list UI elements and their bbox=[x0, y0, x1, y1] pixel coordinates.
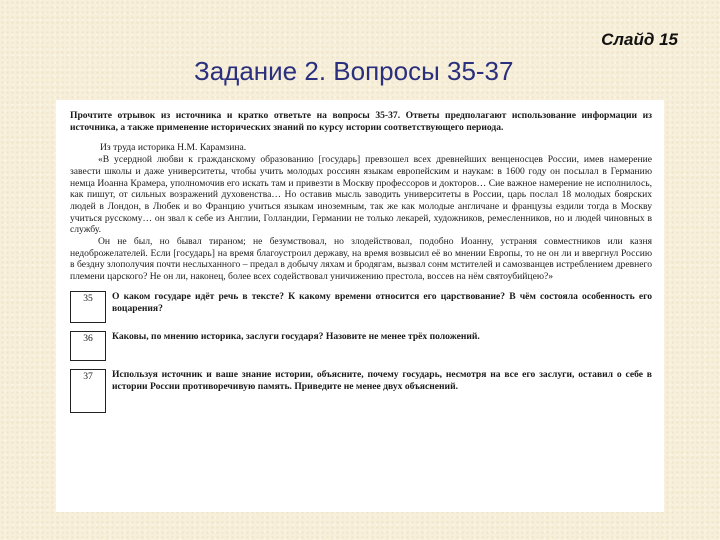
question-number-box: 37 bbox=[70, 369, 106, 413]
question-text: О каком государе идёт речь в тексте? К какому времени относится его царствование? В чём состояла особенность его воцарения? bbox=[112, 290, 652, 314]
question-37 bbox=[70, 369, 652, 413]
question-number-box: 35 bbox=[70, 291, 106, 323]
slide-title: Задание 2. Вопросы 35-37 bbox=[194, 56, 514, 86]
question-text: Используя источник и ваше знание истории, объясните, почему государь, несмотря на все его заслуги, оставил о себе в истории России противоречивую память. Приведите не менее двух объяснений. bbox=[112, 368, 652, 392]
source-paragraph-2: Он не был, но бывал тираном; не безумствовал, но злодействовал, подобно Иоанну, устраняя совместников или казня недоброжелателей. Если [государь] на время благоустроил державу, на время возвысил её во мнении Европы, то не он ли и ввергнул Россию в бездну злополучия почти неслыханного – предал в добычу ляхам и бродягам, вызвал сонм мстителей и самозванцев истреблением древнего племени царского? Не он ли, наконец, более всех содействовал уничижению престола, воссев на нём святоубийцею?» bbox=[70, 236, 652, 283]
source-author: Из труда историка Н.М. Карамзина. bbox=[100, 142, 247, 154]
task-document bbox=[56, 100, 664, 512]
task-instruction: Прочтите отрывок из источника и кратко ответьте на вопросы 35-37. Ответы предполагают использование информации из источника, а также применение исторических знаний по курсу истории соответствующего периода. bbox=[70, 110, 652, 133]
questions-list bbox=[70, 291, 652, 413]
question-text: Каковы, по мнению историка, заслуги государя? Назовите не менее трёх положений. bbox=[112, 330, 480, 342]
source-paragraph-1: «В усердной любви к гражданскому образованию [государь] превзошел всех древнейших венценосцев России, имев намерение завести школы и даже университеты, чтобы учить молодых россиян языкам европейским и наукам: в 1600 году он посылал в Германию немца Иоанна Крамера, уполномочив его искать там и привезти в Москву профессоров и докторов… Сие важное намерение не исполнилось, как пишут, от сильных возражений духовенства… Но оставив мысль заводить университеты в России, царь послал 18 молодых боярских людей в Лондон, в Любек и во Францию учиться языкам иноземным, так же как молодые англичане и французы ездили тогда в Москву учиться русскому… он звал к себе из Англии, Голландии, Германии не только лекарей, художников, ремесленников, но и людей чиновных в службу. bbox=[70, 154, 652, 236]
question-36 bbox=[70, 331, 652, 361]
question-35 bbox=[70, 291, 652, 323]
slide-number: Слайд 15 bbox=[601, 30, 678, 49]
question-number-box: 36 bbox=[70, 331, 106, 361]
